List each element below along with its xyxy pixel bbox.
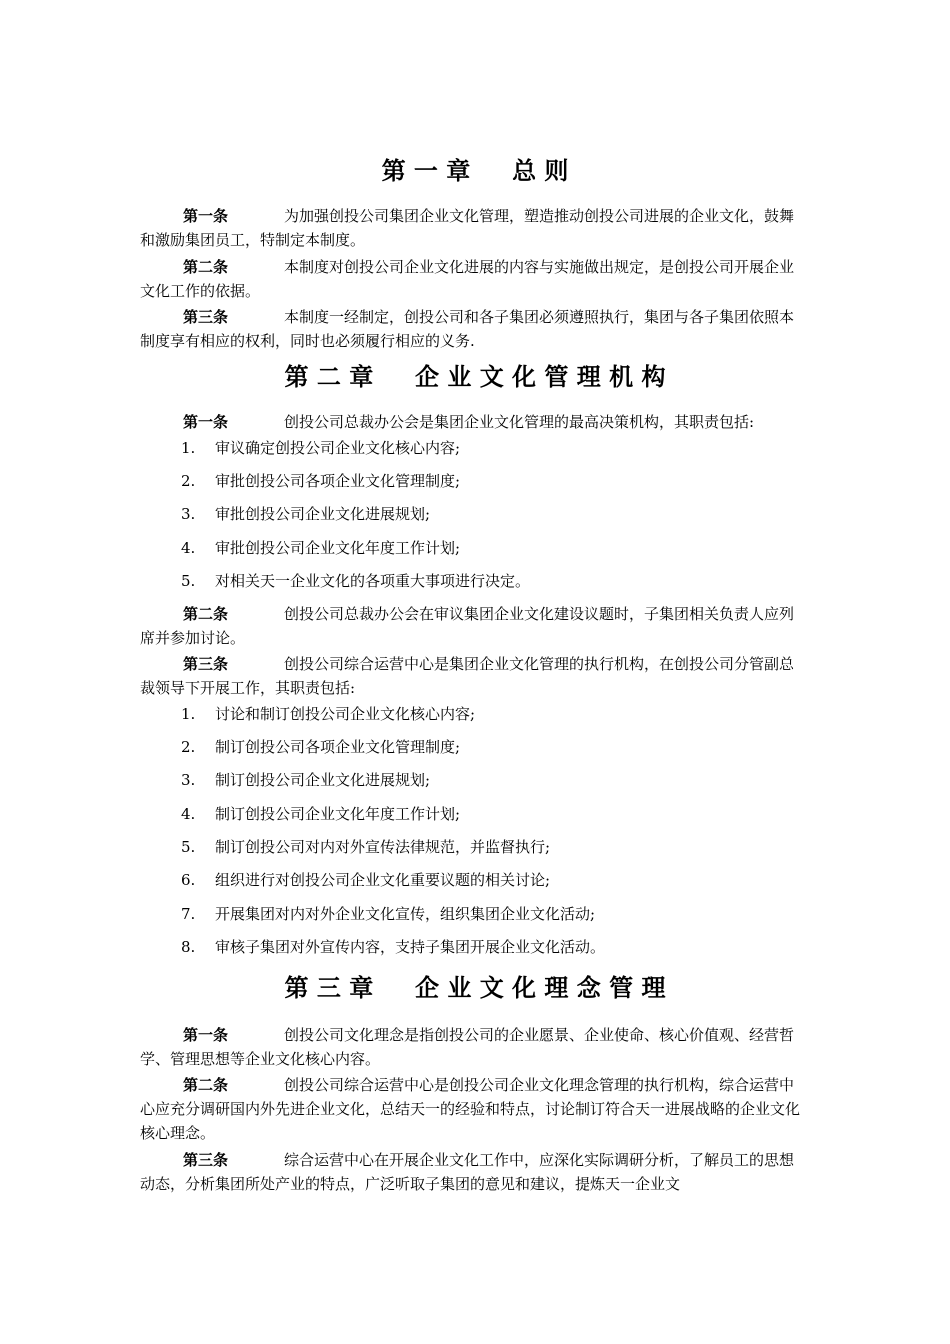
list-number: 3. [181,505,196,523]
chapter-2-article-3 [140,652,808,700]
article-text: 创投公司总裁办公会是集团企业文化管理的最高决策机构，其职责包括: [284,413,755,431]
list-text: 组织进行对创投公司企业文化重要议题的相关讨论; [215,871,551,889]
list-item [181,436,460,460]
list-number: 2. [181,472,196,490]
list-number: 5. [181,572,196,590]
article-text: 创投公司总裁办公会在审议集团企业文化建设议题时，子集团相关负责人应列席并参加讨论。 [140,605,795,647]
list-text: 审核子集团对外宣传内容，支持子集团开展企业文化活动。 [215,938,606,956]
chapter-1-article-3 [140,305,808,353]
list-text: 对相关天一企业文化的各项重大事项进行决定。 [215,572,531,590]
chapter-2-article-2 [140,602,808,650]
list-item [181,536,460,560]
chapter-3-article-1 [140,1023,808,1071]
list-number: 1. [181,705,196,723]
article-label: 第一条 [183,1026,229,1044]
article-text: 创投公司综合运营中心是创投公司企业文化理念管理的执行机构，综合运营中心应充分调研国内外先进企业文化，总结天一的经验和特点，讨论制订符合天一进展战略的企业文化核心理念。 [140,1076,801,1142]
list-number: 4. [181,805,196,823]
list-number: 6. [181,871,196,889]
article-label: 第一条 [183,207,229,225]
article-text: 创投公司综合运营中心是集团企业文化管理的执行机构，在创投公司分管副总裁领导下开展工作，其职责包括: [140,655,795,697]
list-number: 8. [181,938,196,956]
list-text: 审议确定创投公司企业文化核心内容; [215,439,461,457]
chapter-1-title: 第 一 章 总 则 [381,156,569,185]
chapter-3-article-2 [140,1073,808,1145]
article-label: 第二条 [183,258,229,276]
list-item [181,902,595,926]
list-number: 3. [181,771,196,789]
article-text: 本制度一经制定，创投公司和各子集团必须遵照执行，集团与各子集团依照本制度享有相应的权利，同时也必须履行相应的义务. [140,308,795,350]
list-number: 5. [181,838,196,856]
list-number: 1. [181,439,196,457]
list-item [181,935,605,959]
list-item [181,469,460,493]
list-item [181,868,550,892]
list-text: 审批创投公司企业文化年度工作计划; [215,539,461,557]
chapter-1-article-2 [140,255,808,303]
list-text: 制订创投公司企业文化年度工作计划; [215,805,461,823]
list-item [181,702,475,726]
article-text: 综合运营中心在开展企业文化工作中，应深化实际调研分析，了解员工的思想动态，分析集团所处产业的特点，广泛听取子集团的意见和建议，提炼天一企业文 [140,1151,795,1193]
list-text: 制订创投公司企业文化进展规划; [215,771,431,789]
list-item [181,768,430,792]
chapter-2-article-1 [140,410,808,434]
article-text: 创投公司文化理念是指创投公司的企业愿景、企业使命、核心价值观、经营哲学、管理思想等企业文化核心内容。 [140,1026,795,1068]
list-item [181,735,460,759]
list-number: 4. [181,539,196,557]
chapter-3-article-3 [140,1148,808,1196]
chapter-1-article-1 [140,204,808,252]
list-text: 制订创投公司对内对外宣传法律规范，并监督执行; [215,838,551,856]
list-item [181,569,530,593]
list-number: 7. [181,905,196,923]
article-label: 第一条 [183,413,229,431]
article-text: 为加强创投公司集团企业文化管理，塑造推动创投公司进展的企业文化，鼓舞和激励集团员工，特制定本制度。 [140,207,795,249]
article-label: 第三条 [183,1151,229,1169]
article-label: 第二条 [183,1076,229,1094]
list-item [181,835,550,859]
list-item [181,502,430,526]
article-label: 第三条 [183,655,229,673]
article-label: 第三条 [183,308,229,326]
list-item [181,802,460,826]
chapter-2-title: 第 二 章 企 业 文 化 管 理 机 构 [284,362,666,391]
list-text: 制订创投公司各项企业文化管理制度; [215,738,461,756]
list-text: 开展集团对内对外企业文化宣传，组织集团企业文化活动; [215,905,596,923]
list-text: 审批创投公司各项企业文化管理制度; [215,472,461,490]
article-label: 第二条 [183,605,229,623]
list-text: 审批创投公司企业文化进展规划; [215,505,431,523]
article-text: 本制度对创投公司企业文化进展的内容与实施做出规定，是创投公司开展企业文化工作的依据。 [140,258,795,300]
list-text: 讨论和制订创投公司企业文化核心内容; [215,705,476,723]
chapter-3-title: 第 三 章 企 业 文 化 理 念 管 理 [284,973,666,1002]
list-number: 2. [181,738,196,756]
